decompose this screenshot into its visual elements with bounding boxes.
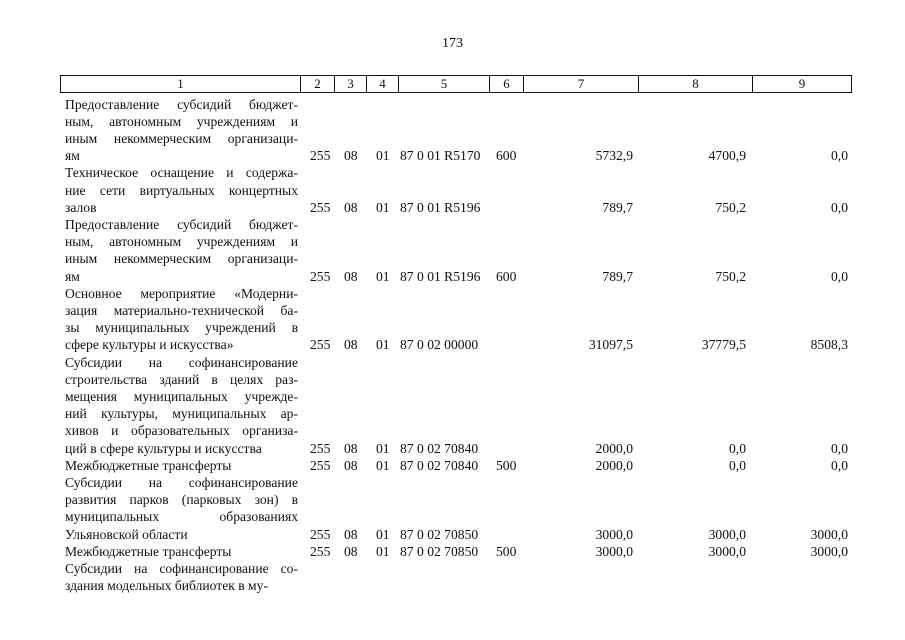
cell-col-8: 3000,0: [708, 526, 746, 542]
description-line: зы муниципальных учреждений в: [65, 320, 298, 336]
cell-col-6: 600: [496, 268, 517, 284]
cell-col-2: 255: [310, 337, 331, 353]
cell-col-8: 750,2: [715, 199, 746, 215]
cell-col-4: 01: [376, 268, 390, 284]
header-col-7: 7: [524, 76, 639, 92]
description-line: ций в сфере культуры и искусства: [65, 440, 262, 456]
cell-col-4: 01: [376, 457, 390, 473]
cell-col-2: 255: [310, 268, 331, 284]
description-line: Предоставление субсидий бюджет-: [65, 96, 298, 112]
cell-col-9: 0,0: [831, 440, 848, 456]
cell-col-3: 08: [344, 148, 358, 164]
description-line: хивов и образовательных организа-: [65, 423, 298, 439]
row-description: [65, 96, 298, 165]
description-line: ям: [65, 148, 80, 164]
description-line: ние сети виртуальных концертных: [65, 182, 298, 198]
page-number: 173: [442, 36, 463, 51]
cell-col-4: 01: [376, 199, 390, 215]
cell-col-7: 3000,0: [595, 526, 633, 542]
cell-col-5: 87 0 01 R5170: [400, 148, 481, 164]
cell-col-3: 08: [344, 543, 358, 559]
description-line: Основное мероприятие «Модерни-: [65, 285, 298, 301]
cell-col-3: 08: [344, 337, 358, 353]
header-col-8: 8: [639, 76, 753, 92]
cell-col-2: 255: [310, 440, 331, 456]
cell-col-7: 31097,5: [588, 337, 633, 353]
cell-col-8: 3000,0: [708, 543, 746, 559]
description-line: ным, автономным учреждениям и: [65, 113, 298, 129]
description-line: ям: [65, 268, 80, 284]
row-description: [65, 216, 298, 285]
row-description: [65, 354, 298, 457]
header-col-3: 3: [335, 76, 367, 92]
cell-col-9: 8508,3: [810, 337, 848, 353]
cell-col-4: 01: [376, 148, 390, 164]
cell-col-3: 08: [344, 199, 358, 215]
cell-col-8: 0,0: [729, 440, 746, 456]
cell-col-3: 08: [344, 526, 358, 542]
header-col-6: 6: [490, 76, 524, 92]
cell-col-4: 01: [376, 543, 390, 559]
description-line: Межбюджетные трансферты: [65, 543, 232, 559]
cell-col-7: 789,7: [602, 268, 633, 284]
header-col-2: 2: [301, 76, 335, 92]
description-line: иным некоммерческим организаци-: [65, 130, 298, 146]
description-line: сфере культуры и искусства»: [65, 337, 234, 353]
cell-col-4: 01: [376, 526, 390, 542]
cell-col-6: 500: [496, 457, 517, 473]
description-line: мещения муниципальных учрежде-: [65, 388, 298, 404]
cell-col-5: 87 0 01 R5196: [400, 268, 481, 284]
cell-col-9: 3000,0: [810, 543, 848, 559]
row-description: [65, 457, 298, 474]
row-description: [65, 560, 298, 594]
cell-col-3: 08: [344, 440, 358, 456]
description-line: здания модельных библиотек в му-: [65, 578, 268, 594]
cell-col-5: 87 0 02 70840: [400, 440, 479, 456]
row-description: [65, 474, 298, 543]
header-col-9: 9: [798, 76, 806, 91]
cell-col-7: 3000,0: [595, 543, 633, 559]
cell-col-8: 37779,5: [701, 337, 746, 353]
description-line: Субсидии на софинансирование: [65, 474, 298, 490]
description-line: Ульяновской области: [65, 526, 188, 542]
cell-col-5: 87 0 01 R5196: [400, 199, 481, 215]
description-line: Техническое оснащение и содержа-: [65, 165, 298, 181]
header-col-5: 5: [399, 76, 490, 92]
cell-col-9: 0,0: [831, 268, 848, 284]
description-line: развития парков (парковых зон) в: [65, 492, 298, 508]
cell-col-2: 255: [310, 457, 331, 473]
row-description: [65, 543, 298, 560]
cell-col-2: 255: [310, 199, 331, 215]
cell-col-4: 01: [376, 337, 390, 353]
cell-col-8: 4700,9: [708, 148, 746, 164]
cell-col-2: 255: [310, 543, 331, 559]
cell-col-7: 2000,0: [595, 440, 633, 456]
header-col-4: 4: [367, 76, 399, 92]
description-line: ным, автономным учреждениям и: [65, 234, 298, 250]
cell-col-3: 08: [344, 268, 358, 284]
cell-col-4: 01: [376, 440, 390, 456]
row-description: [65, 164, 298, 216]
description-line: муниципальных образованиях: [65, 509, 298, 525]
description-line: иным некоммерческим организаци-: [65, 251, 298, 267]
cell-col-8: 0,0: [729, 457, 746, 473]
cell-col-7: 789,7: [602, 199, 633, 215]
cell-col-9: 0,0: [831, 199, 848, 215]
cell-col-9: 0,0: [831, 457, 848, 473]
description-line: зация материально-технической ба-: [65, 302, 298, 318]
cell-col-8: 750,2: [715, 268, 746, 284]
cell-col-2: 255: [310, 526, 331, 542]
description-line: ний культуры, муниципальных ар-: [65, 406, 298, 422]
cell-col-9: 0,0: [831, 148, 848, 164]
cell-col-5: 87 0 02 00000: [400, 337, 479, 353]
cell-col-7: 5732,9: [595, 148, 633, 164]
description-line: залов: [65, 199, 97, 215]
cell-col-5: 87 0 02 70850: [400, 526, 479, 542]
cell-col-2: 255: [310, 148, 331, 164]
description-line: строительства зданий в целях раз-: [65, 371, 298, 387]
header-col-1: 1: [61, 76, 301, 92]
table-header: [60, 75, 852, 93]
cell-col-6: 500: [496, 543, 517, 559]
description-line: Субсидии на софинансирование: [65, 354, 298, 370]
cell-col-9: 3000,0: [810, 526, 848, 542]
description-line: Предоставление субсидий бюджет-: [65, 216, 298, 232]
row-description: [65, 285, 298, 354]
description-line: Субсидии на софинансирование со-: [65, 560, 298, 576]
cell-col-7: 2000,0: [595, 457, 633, 473]
cell-col-3: 08: [344, 457, 358, 473]
cell-col-5: 87 0 02 70850: [400, 543, 479, 559]
description-line: Межбюджетные трансферты: [65, 457, 232, 473]
cell-col-5: 87 0 02 70840: [400, 457, 479, 473]
cell-col-6: 600: [496, 148, 517, 164]
